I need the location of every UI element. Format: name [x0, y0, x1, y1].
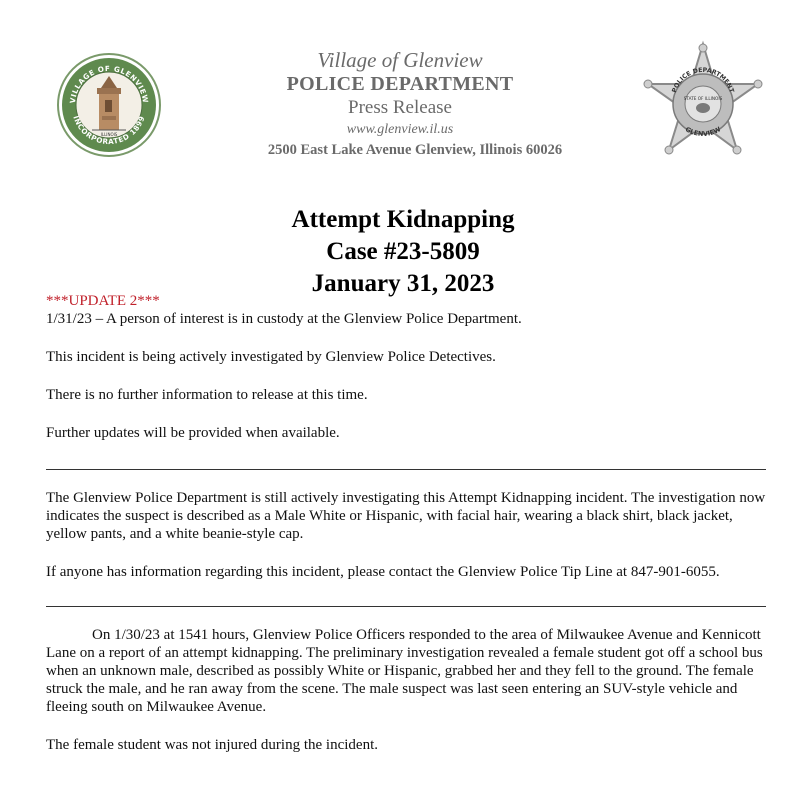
update-paragraph: Further updates will be provided when available. — [46, 425, 340, 441]
update-paragraph: There is no further information to release at this time. — [46, 387, 368, 403]
department-name: POLICE DEPARTMENT — [286, 73, 514, 95]
seal-top-text: VILLAGE OF GLENVIEW — [67, 63, 151, 104]
village-name: Village of Glenview — [317, 48, 483, 72]
address-text: 2500 East Lake Avenue Glenview, Illinois 60026 — [267, 142, 563, 158]
release-date: January 31, 2023 — [311, 270, 495, 297]
police-star-badge-icon — [640, 40, 766, 164]
release-body — [46, 292, 766, 754]
incident-title: Attempt Kidnapping — [291, 206, 515, 233]
letterhead — [200, 48, 600, 160]
seal-state-text: ILLINOIS — [100, 132, 118, 137]
press-release-label: Press Release — [348, 97, 452, 118]
update-paragraph: This incident is being actively investigated by Glenview Police Detectives. — [46, 349, 496, 365]
original-paragraph: The female student was not injured during the incident. — [46, 737, 378, 753]
update-label: ***UPDATE 2*** — [46, 293, 160, 309]
release-title — [0, 204, 806, 300]
badge-center-text: STATE OF ILLINOIS — [683, 96, 723, 101]
badge-top-text: POLICE DEPARTMENT — [671, 66, 735, 94]
case-number: Case #23-5809 — [326, 238, 480, 265]
seal-bottom-text: INCORPORATED 1899 — [71, 114, 147, 147]
badge-bottom-text: GLENVIEW — [683, 125, 723, 139]
update1-paragraph: If anyone has information regarding this incident, please contact the Glenview Police Tip Line at 847-901-6055. — [46, 564, 720, 580]
original-paragraph: On 1/30/23 at 1541 hours, Glenview Police Officers responded to the area of Milwaukee Avenue and Kennicott Lane on a report of an attempt kidnapping. The preliminary investigation revealed a female student got off a school bus when an unknown male, described as possibly White or Hispanic, grabbed her and they fell to the ground. The female struck the male, and he ran away from the scene. The male suspect was last seen entering an SUV-style vehicle and fleeing south on Milwaukee Avenue. — [46, 627, 763, 715]
village-seal-icon — [56, 52, 162, 158]
update1-paragraph: The Glenview Police Department is still actively investigating this Attempt Kidnapping incident. The investigation now indicates the suspect is described as a Male White or Hispanic, with facial hair, wearing a black shirt, black jacket, yellow pants, and a white beanie-style cap. — [46, 490, 766, 542]
update-paragraph: 1/31/23 – A person of interest is in custody at the Glenview Police Department. — [46, 311, 522, 327]
website-text: www.glenview.il.us — [346, 122, 454, 137]
